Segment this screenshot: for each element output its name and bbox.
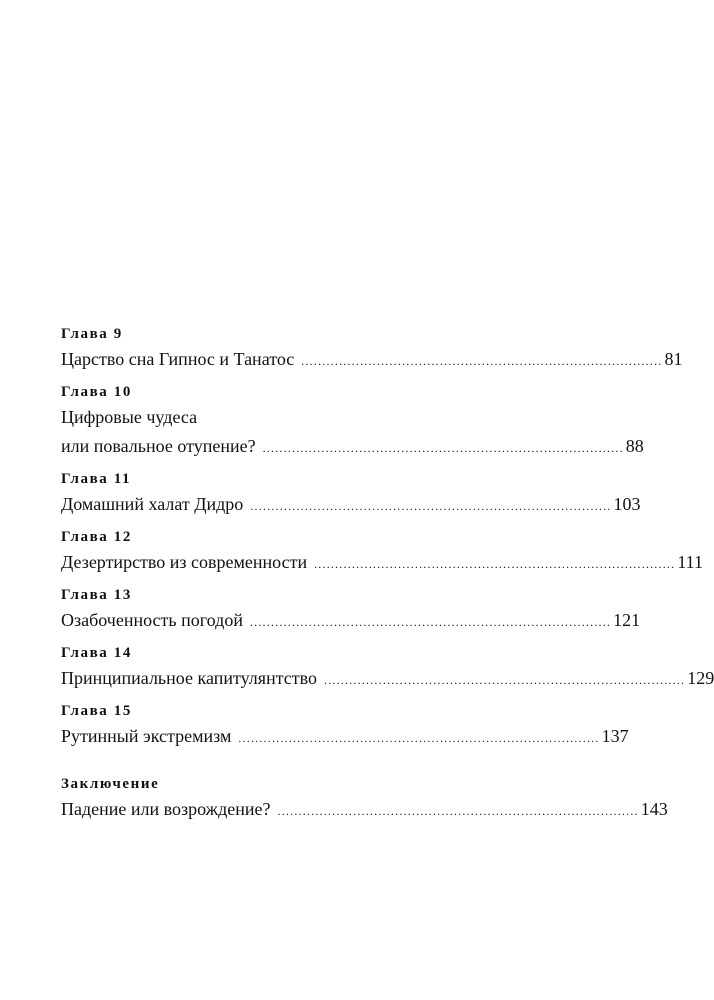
toc-line [61, 548, 703, 577]
toc-line [61, 432, 644, 461]
page-number: 111 [677, 552, 703, 572]
dot-leader: ...................................................................................... [238, 731, 600, 745]
page-number: 121 [613, 610, 641, 630]
chapter-title: Принципиальное капитулянтство [61, 668, 318, 688]
table-of-contents [61, 323, 714, 824]
toc-line [61, 606, 641, 635]
dot-leader: ...................................................................................... [262, 441, 624, 455]
toc-entry-chapter-14 [61, 642, 714, 693]
toc-line [61, 490, 641, 519]
page-number: 137 [601, 726, 629, 746]
dot-leader: ...................................................................................... [324, 673, 686, 687]
chapter-title: или повальное отупение? [61, 436, 256, 456]
chapter-label: Заключение [61, 776, 160, 792]
chapter-label: Глава 12 [61, 529, 132, 545]
chapter-label: Глава 13 [61, 587, 132, 603]
toc-entry-chapter-12 [61, 526, 703, 577]
toc-entry-chapter-10 [61, 381, 644, 461]
toc-entry-chapter-13 [61, 584, 641, 635]
chapter-title: Рутинный экстремизм [61, 726, 232, 746]
toc-entry-chapter-9 [61, 323, 683, 374]
page-number: 103 [613, 494, 641, 514]
page-number: 143 [640, 799, 668, 819]
chapter-title: Озабоченность погодой [61, 610, 243, 630]
dot-leader: ...................................................................................... [250, 499, 612, 513]
dot-leader: ...................................................................................... [314, 557, 676, 571]
toc-line [61, 722, 629, 751]
page-number: 129 [687, 668, 714, 688]
chapter-label: Глава 10 [61, 384, 132, 400]
chapter-title-line: Цифровые чудеса [61, 407, 198, 427]
chapter-title: Царство сна Гипнос и Танатос [61, 349, 295, 369]
chapter-label: Глава 11 [61, 471, 132, 487]
toc-line [61, 345, 683, 374]
page-number: 88 [625, 436, 644, 456]
chapter-title: Падение или возрождение? [61, 799, 271, 819]
toc-entry-chapter-15 [61, 700, 629, 751]
toc-line [61, 795, 668, 824]
chapter-label: Глава 14 [61, 645, 132, 661]
chapter-title: Дезертирство из современности [61, 552, 308, 572]
chapter-title: Домашний халат Дидро [61, 494, 244, 514]
page-number: 81 [664, 349, 683, 369]
toc-entry-chapter-11 [61, 468, 641, 519]
chapter-label: Глава 9 [61, 326, 123, 342]
dot-leader: ...................................................................................... [277, 804, 639, 818]
chapter-label: Глава 15 [61, 703, 132, 719]
toc-entry-conclusion [61, 773, 668, 824]
toc-line [61, 664, 714, 693]
dot-leader: ...................................................................................... [249, 615, 612, 629]
dot-leader: ...................................................................................... [301, 354, 663, 368]
